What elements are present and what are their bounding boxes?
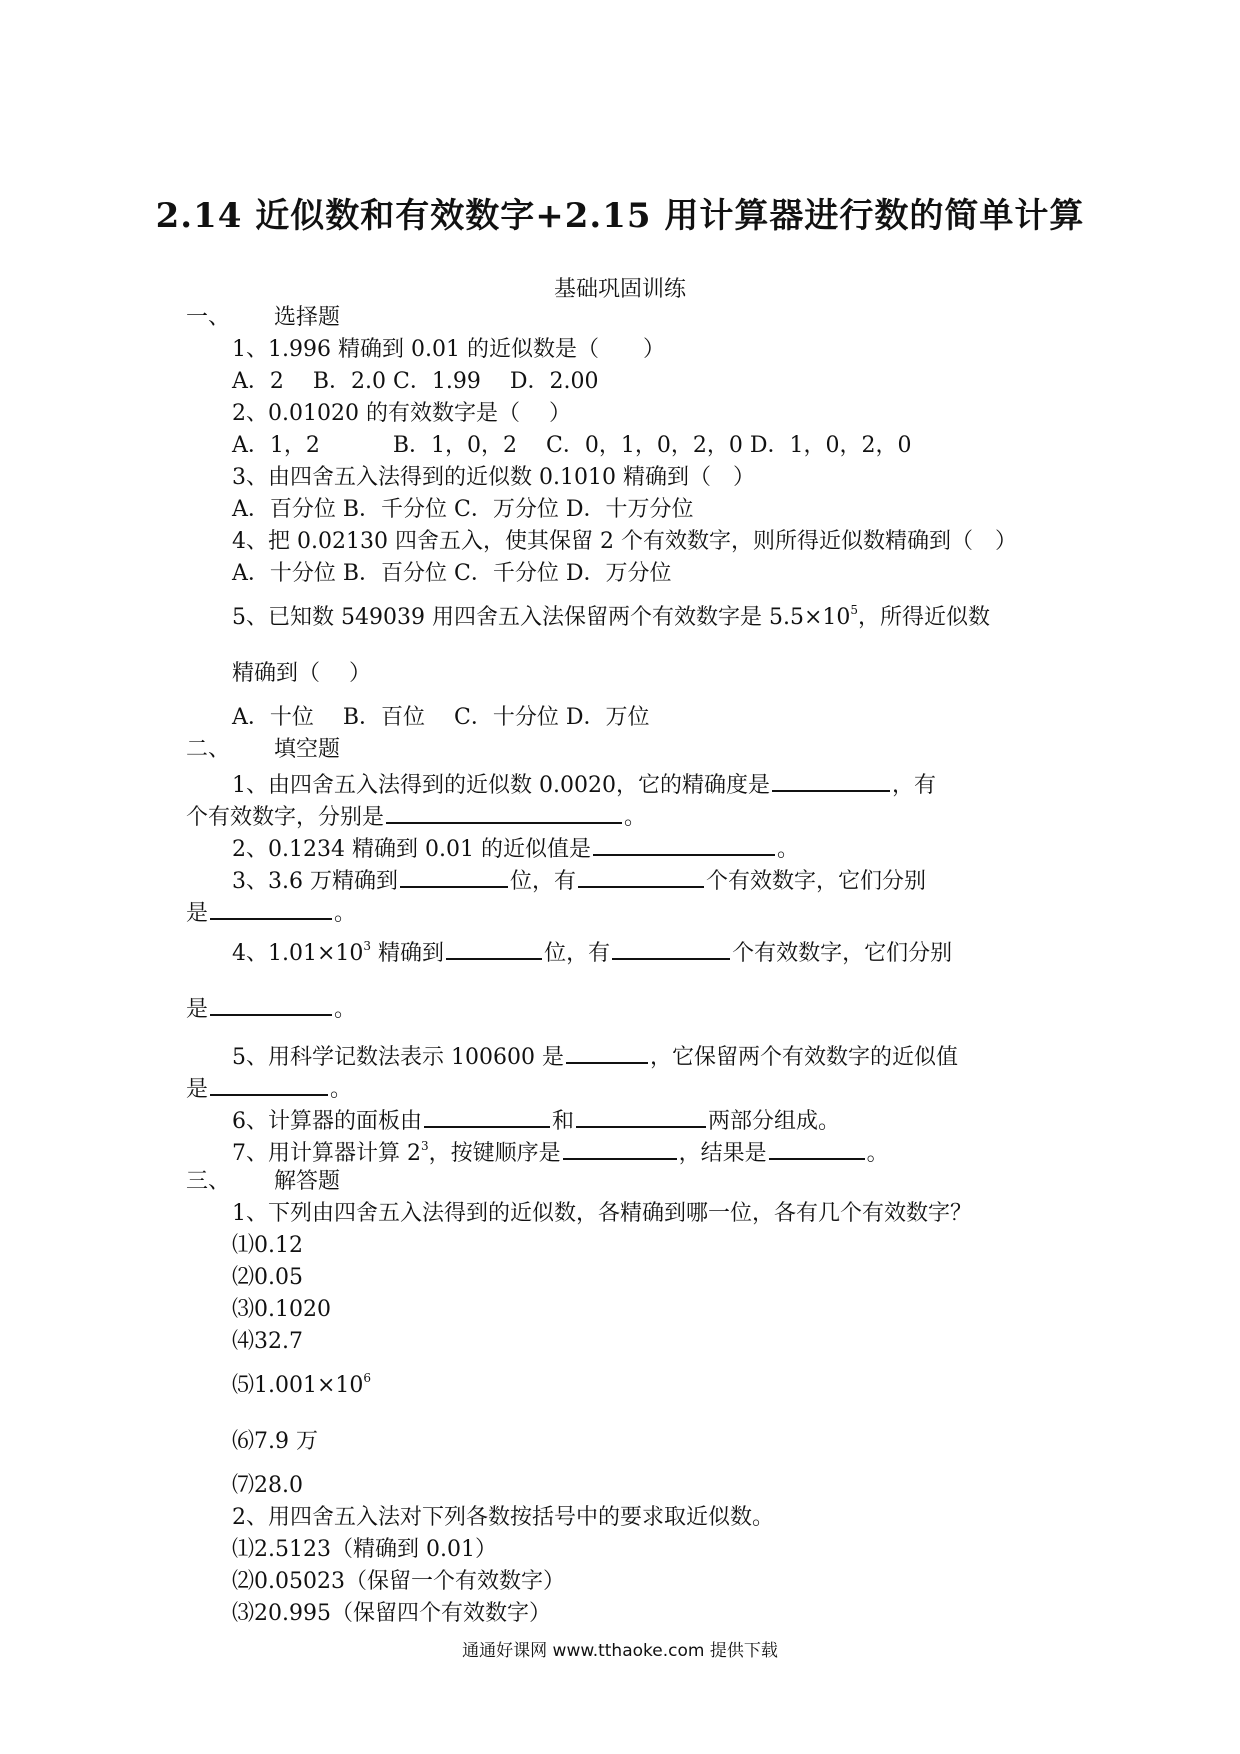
- exercise-content: [186, 302, 1056, 1630]
- sub-item: ⑶20.995（保留四个有效数字）: [232, 1601, 551, 1626]
- question-text: [186, 1102, 1056, 1134]
- question-text-part: 个有效数字，分别是: [186, 805, 385, 830]
- question-text-part: 是: [186, 901, 209, 926]
- answer-blank: [446, 934, 542, 960]
- answer-blank: [578, 862, 704, 888]
- sub-item-text: ⑸1.001×10: [232, 1373, 364, 1398]
- section-number: 三、: [186, 1169, 231, 1194]
- question-text: [186, 862, 1056, 894]
- question-text-part: 和: [552, 1109, 575, 1134]
- question-text-part: 两部分组成。: [708, 1109, 841, 1134]
- question-text: 4、把 0.02130 四舍五入，使其保留 2 个有效数字，则所得近似数精确到（ ）: [232, 529, 1017, 554]
- exponent: 3: [363, 939, 372, 953]
- answer-blank: [593, 830, 775, 856]
- sub-item: ⑹7.9 万: [232, 1429, 318, 1454]
- question-text-part: 。: [330, 1077, 353, 1102]
- document-subtitle: 基础巩固训练: [553, 277, 686, 302]
- question-text-part: 个有效数字，它们分别: [732, 941, 953, 966]
- question-text-part: 6、计算器的面板由: [232, 1109, 422, 1134]
- question-text-part: 5、已知数 549039 用四舍五入法保留两个有效数字是 5.5×10: [232, 605, 851, 630]
- question-options: A．十分位 B．百分位 C．千分位 D．万分位: [232, 561, 672, 586]
- answer-blank: [210, 894, 332, 920]
- section-heading-answer: [186, 1166, 1056, 1198]
- section-number: 二、: [186, 737, 231, 762]
- question-options: A．1，2 B．1，0，2 C．0，1，0，2，0 D．1，0，2，0: [232, 433, 912, 458]
- question-text-part: 3、3.6 万精确到: [232, 869, 398, 894]
- sub-item: ⑺28.0: [232, 1473, 303, 1498]
- question-text-part: ，按键顺序是: [428, 1141, 561, 1166]
- question-text-part: 精确到: [371, 941, 445, 966]
- answer-blank: [210, 990, 332, 1016]
- sub-item: ⑵0.05023（保留一个有效数字）: [232, 1569, 565, 1594]
- question-text: [186, 766, 1056, 798]
- section-heading-choice: [186, 302, 1056, 334]
- question-text-part: 。: [866, 1141, 889, 1166]
- question-text-part: 1、由四舍五入法得到的近似数 0.0020，它的精确度是: [232, 773, 770, 798]
- exponent: 5: [850, 603, 859, 617]
- answer-blank: [210, 1070, 328, 1096]
- sub-item: ⑵0.05: [232, 1265, 303, 1290]
- question-options: A．百分位 B．千分位 C．万分位 D．十万分位: [232, 497, 694, 522]
- question-text: [186, 590, 1056, 646]
- question-text: [186, 1038, 1056, 1070]
- question-options: A．十位 B．百位 C．十分位 D．万位: [232, 705, 650, 730]
- question-text-part: ，结果是: [678, 1141, 767, 1166]
- answer-blank: [772, 766, 890, 792]
- question-text-part: 7、用计算器计算 2: [232, 1141, 421, 1166]
- question-text-part: 。: [334, 901, 357, 926]
- question-text: [186, 926, 1056, 982]
- question-text-part: 2、0.1234 精确到 0.01 的近似值是: [232, 837, 591, 862]
- sub-item: [186, 1358, 1056, 1414]
- answer-blank: [566, 1038, 648, 1064]
- page-footer: 通通好课网 www.tthaoke.com 提供下载: [462, 1641, 778, 1661]
- answer-blank: [576, 1102, 706, 1128]
- document-title: 2.14 近似数和有效数字+2.15 用计算器进行数的简单计算: [155, 196, 1085, 236]
- section-number: 一、: [186, 305, 231, 330]
- question-text: [186, 982, 1056, 1038]
- question-text: 2、0.01020 的有效数字是（ ）: [232, 401, 571, 426]
- answer-blank: [769, 1134, 865, 1160]
- question-text: [186, 1134, 1056, 1166]
- sub-item: ⑴0.12: [232, 1233, 303, 1258]
- answer-blank: [400, 862, 508, 888]
- answer-blank: [563, 1134, 677, 1160]
- question-text-part: 4、1.01×10: [232, 941, 364, 966]
- section-title: 解答题: [274, 1169, 341, 1194]
- section-heading-fill: [186, 734, 1056, 766]
- answer-blank: [612, 934, 730, 960]
- question-text-part: 是: [186, 997, 209, 1022]
- question-text-part: ，它保留两个有效数字的近似值: [649, 1045, 958, 1070]
- question-text-part: 。: [334, 997, 357, 1022]
- question-text-part: ，所得近似数: [858, 605, 991, 630]
- section-title: 选择题: [274, 305, 341, 330]
- question-text: 3、由四舍五入法得到的近似数 0.1010 精确到（ ）: [232, 465, 755, 490]
- sub-item: ⑶0.1020: [232, 1297, 331, 1322]
- question-text: 精确到（ ）: [232, 661, 371, 686]
- question-text-part: 个有效数字，它们分别: [706, 869, 927, 894]
- question-text: [186, 798, 1056, 830]
- section-title: 填空题: [274, 737, 341, 762]
- question-text-part: 。: [776, 837, 799, 862]
- exponent: 6: [363, 1371, 372, 1385]
- question-text: 2、用四舍五入法对下列各数按括号中的要求取近似数。: [232, 1505, 774, 1530]
- question-text: [186, 830, 1056, 862]
- exponent: 3: [421, 1139, 429, 1153]
- question-options: A．2 B．2.0 C．1.99 D．2.00: [232, 369, 599, 394]
- question-text: 1、1.996 精确到 0.01 的近似数是（ ）: [232, 337, 665, 362]
- question-text: [186, 1070, 1056, 1102]
- question-text-part: 5、用科学记数法表示 100600 是: [232, 1045, 564, 1070]
- sub-item: ⑴2.5123（精确到 0.01）: [232, 1537, 497, 1562]
- sub-item: ⑷32.7: [232, 1329, 303, 1354]
- question-text-part: 是: [186, 1077, 209, 1102]
- question-text: 1、下列由四舍五入法得到的近似数，各精确到哪一位，各有几个有效数字？: [232, 1201, 972, 1226]
- answer-blank: [386, 798, 622, 824]
- answer-blank: [424, 1102, 550, 1128]
- question-text-part: 。: [624, 805, 647, 830]
- question-text-part: ，有: [891, 773, 936, 798]
- question-text-part: 位，有: [544, 941, 611, 966]
- question-text-part: 位，有: [509, 869, 576, 894]
- question-text: [186, 894, 1056, 926]
